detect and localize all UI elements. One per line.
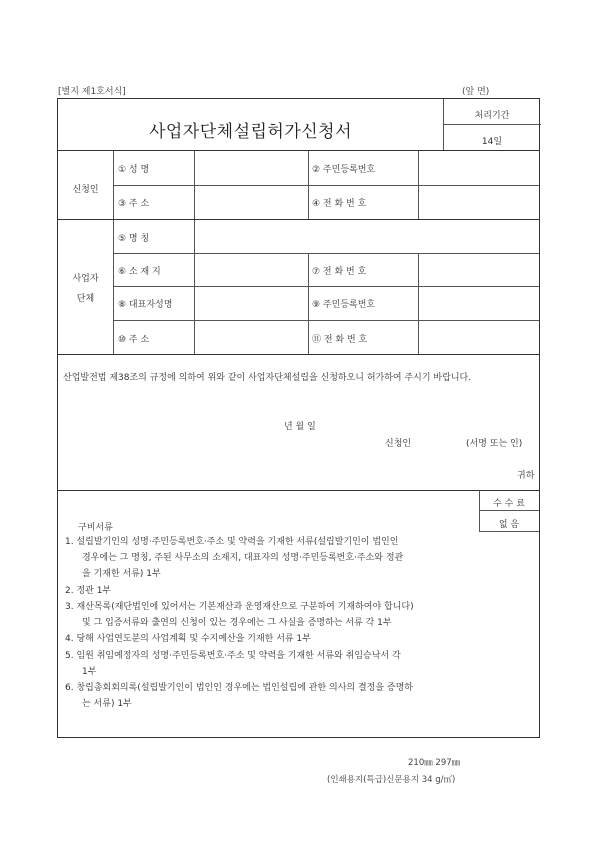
required-documents-title: 구비서류: [78, 523, 113, 533]
org-rep-address-label: ⑩ 주 소: [118, 335, 150, 345]
org-bottom-border: [58, 354, 539, 355]
requirement-line: 을 기재한 서류) 1부: [82, 569, 161, 579]
requirement-line: 1부: [82, 667, 97, 677]
applicant-row-divider: [113, 185, 539, 186]
date-line: 년 월 일: [284, 422, 316, 432]
org-row-divider-2: [113, 286, 539, 287]
org-phone-label-1: ⑦ 전 화 번 호: [312, 267, 367, 277]
requirement-line: 6. 창립총회회의록(설립발기인이 법인인 경우에는 법인설립에 관한 의사의 결정을 증명하: [65, 683, 413, 693]
org-rep-rrn-label: ⑨ 주민등록번호: [312, 300, 376, 310]
statement-bottom-border: [58, 490, 539, 491]
org-mid-divider-2: [418, 253, 419, 354]
requirement-line: 및 그 입증서류와 출연의 신청이 있는 경우에는 그 사실을 증명하는 서류 각 1부: [82, 618, 392, 628]
org-location-label: ⑥ 소 재 지: [118, 267, 161, 277]
processing-period-value: 14일: [481, 137, 503, 147]
title-bottom-border: [58, 150, 539, 151]
applicant-mid-divider-1: [308, 151, 309, 219]
fee-value: 없 음: [498, 520, 520, 530]
requirement-line: 4. 당해 사업연도분의 사업계획 및 수지예산을 기재한 서류 1부: [65, 634, 311, 644]
org-name-label: ⑤ 명 칭: [118, 234, 150, 244]
fee-box-bottom: [479, 531, 539, 532]
applicant-rrn-label: ② 주민등록번호: [312, 165, 376, 175]
fee-label: 수 수 료: [493, 499, 525, 509]
form-title: 사업자단체설립허가신청서: [148, 122, 353, 142]
org-mid-divider-1: [308, 253, 309, 354]
requirement-line: 1. 설립발기인의 성명·주민등록번호·주소 및 약력을 기재한 서류(설립발기인이 법인인: [65, 537, 399, 547]
org-section-label-1: 사업자: [72, 274, 99, 284]
paper-size: 210㎜ 297㎜: [408, 758, 461, 768]
org-row-divider-3: [113, 320, 539, 321]
paper-spec: (인쇄용지(특급)신문용지 34 g/㎡): [327, 775, 456, 785]
applicant-mid-divider-2: [418, 151, 419, 219]
form-number: [별지 제1호서식]: [58, 87, 126, 97]
application-form: [57, 98, 540, 738]
org-phone-label-2: ⑪ 전 화 번 호: [312, 335, 368, 345]
applicant-address-label: ③ 주 소: [118, 199, 150, 209]
processing-divider: [443, 124, 541, 125]
org-rep-name-label: ⑧ 대표자성명: [118, 300, 173, 310]
fee-box-divider: [479, 510, 539, 511]
statement-text: 산업발전법 제38조의 규정에 의하여 위와 같이 사업자단체설립을 신청하오니 허가하여 주시기 바랍니다.: [63, 373, 472, 383]
requirement-line: 2. 정관 1부: [65, 586, 112, 596]
org-section-label-2: 단체: [76, 294, 95, 304]
applicant-phone-label: ④ 전 화 번 호: [312, 199, 367, 209]
applicant-section-label: 신청인: [72, 185, 99, 195]
applicant-name-label: ① 성 명: [118, 165, 150, 175]
signature-hint: (서명 또는 인): [466, 439, 523, 449]
requirement-line: 경우에는 그 명칭, 주된 사무소의 소재지, 대표자의 성명·주민등록번호·주소와 정관: [82, 553, 404, 563]
requirement-line: 는 서류) 1부: [82, 699, 132, 709]
org-row-divider-1: [113, 253, 539, 254]
requirement-line: 5. 임원 취임예정자의 성명·주민등록번호·주소 및 약력을 기재한 서류와 취임승낙서 각: [65, 651, 401, 661]
applicant-signature-label: 신청인: [385, 439, 412, 449]
page-side-label: (앞 면): [462, 87, 490, 97]
requirement-line: 3. 재산목록(재단법인에 있어서는 기본재산과 운영재산으로 구분하여 기재하여야 합니다): [65, 602, 414, 612]
recipient-label: 귀하: [517, 471, 535, 481]
processing-period-label: 처리기간: [474, 111, 510, 121]
applicant-bottom-border: [58, 219, 539, 220]
